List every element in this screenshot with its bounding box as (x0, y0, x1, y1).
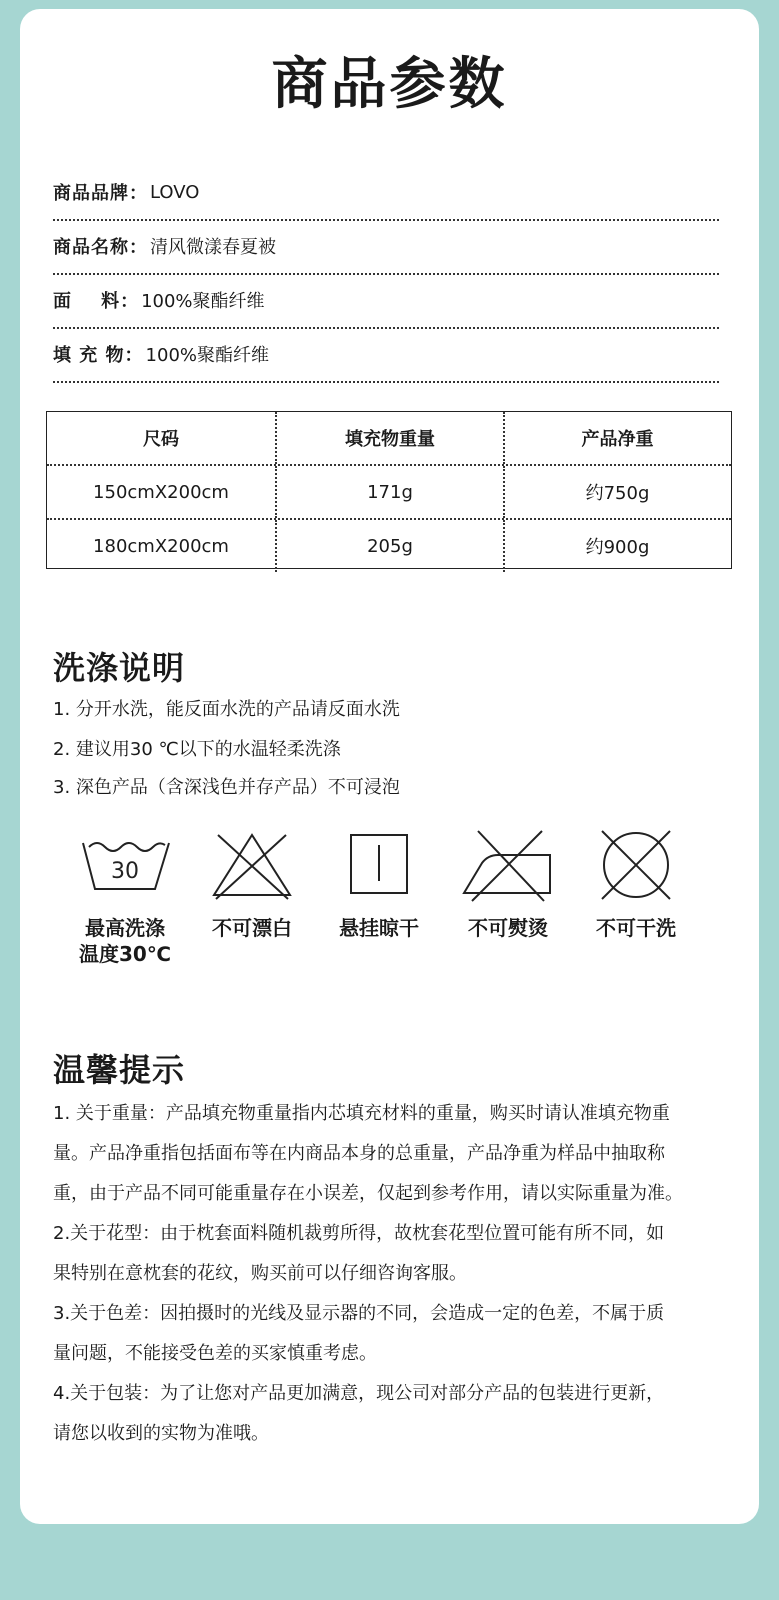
tip-line: 请您以收到的实物为准哦。 (53, 1423, 269, 1444)
table-row (47, 518, 731, 572)
care-item-wash (65, 829, 185, 967)
washing-title: 洗涤说明 (53, 649, 186, 687)
wash-30-icon (75, 829, 175, 903)
no-bleach-icon (202, 829, 302, 903)
table-cell: 约750g (503, 466, 730, 518)
washing-line: 2. 建议用30 ℃以下的水温轻柔洗涤 (53, 739, 341, 760)
param-row-brand (53, 165, 719, 221)
care-label: 不可干洗 (596, 916, 676, 940)
param-key: 商品名称： (53, 237, 148, 258)
size-table (46, 411, 732, 569)
table-header-cell: 填充物重量 (275, 412, 503, 464)
param-value: 清风微漾春夏被 (150, 237, 276, 258)
param-row-name (53, 219, 719, 275)
table-cell: 180cmX200cm (93, 535, 229, 557)
wash-temp-text: 30 (111, 859, 139, 884)
tip-line: 量。产品净重指包括面布等在内商品本身的总重量，产品净重为样品中抽取称 (53, 1143, 665, 1164)
table-header-cell: 产品净重 (503, 412, 730, 464)
care-label: 不可漂白 (212, 916, 292, 940)
table-header-cell: 尺码 (143, 429, 179, 450)
param-key: 商品品牌： (53, 183, 148, 204)
content-card (20, 9, 759, 1524)
param-key: 填 充 物： (53, 345, 144, 366)
tip-line: 量问题，不能接受色差的买家慎重考虑。 (53, 1343, 377, 1364)
tips-title: 温馨提示 (53, 1051, 186, 1089)
tip-line: 3.关于色差：因拍摄时的光线及显示器的不同，会造成一定的色差，不属于质 (53, 1303, 665, 1324)
tip-line: 重，由于产品不同可能重量存在小误差，仅起到参考作用，请以实际重量为准。 (53, 1183, 683, 1204)
table-row (47, 464, 731, 518)
param-row-filling (53, 327, 719, 383)
no-iron-icon (458, 829, 558, 903)
param-value: 100%聚酯纤维 (145, 345, 270, 366)
washing-line: 1. 分开水洗，能反面水洗的产品请反面水洗 (53, 699, 400, 720)
care-item-hang-dry (319, 829, 439, 941)
tip-line: 1. 关于重量：产品填充物重量指内芯填充材料的重量，购买时请认准填充物重 (53, 1103, 670, 1124)
table-cell: 205g (275, 520, 503, 572)
param-value: LOVO (150, 181, 200, 203)
washing-line: 3. 深色产品（含深浅色并存产品）不可浸泡 (53, 777, 400, 798)
table-cell: 150cmX200cm (93, 481, 229, 503)
table-header-row (47, 412, 731, 464)
hang-dry-icon (329, 829, 429, 903)
tip-line: 果特别在意枕套的花纹，购买前可以仔细咨询客服。 (53, 1263, 467, 1284)
param-value: 100%聚酯纤维 (141, 291, 265, 312)
param-key: 面 料： (53, 291, 140, 312)
care-item-no-dry-clean (576, 829, 696, 941)
table-cell: 约900g (503, 520, 730, 572)
care-item-no-bleach (192, 829, 312, 941)
care-label: 最高洗涤 温度30℃ (78, 916, 172, 966)
param-row-fabric (53, 273, 719, 329)
tip-line: 4.关于包装：为了让您对产品更加满意，现公司对部分产品的包装进行更新， (53, 1383, 665, 1404)
care-label: 不可熨烫 (468, 916, 548, 940)
table-cell: 171g (275, 466, 503, 518)
no-dry-clean-icon (586, 829, 686, 903)
tip-line: 2.关于花型：由于枕套面料随机裁剪所得，故枕套花型位置可能有所不同，如 (53, 1223, 665, 1244)
care-label: 悬挂晾干 (339, 916, 419, 940)
care-item-no-iron (448, 829, 568, 941)
page-title: 商品参数 (271, 52, 508, 117)
